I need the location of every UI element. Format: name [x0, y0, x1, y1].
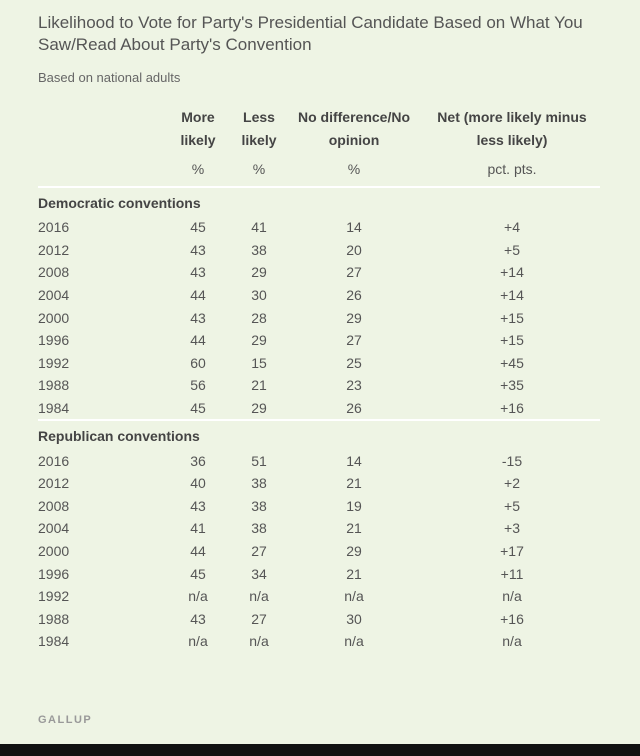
year-cell: 1984	[38, 400, 70, 417]
table-row	[38, 630, 600, 653]
section-spacer	[424, 420, 600, 449]
more-likely-cell: 45	[190, 565, 206, 582]
no-difference-cell: 26	[346, 287, 362, 304]
no-difference-cell: 30	[346, 610, 362, 627]
no-difference-cell: 21	[346, 475, 362, 492]
year-cell: 1992	[38, 354, 70, 371]
more-likely-cell: 43	[190, 264, 206, 281]
more-likely-cell: 60	[190, 354, 206, 371]
header-more-likely: More likely	[180, 109, 216, 148]
net-cell: +16	[500, 610, 524, 627]
no-difference-cell: 29	[346, 309, 362, 326]
net-cell: +16	[500, 400, 524, 417]
table-row	[38, 472, 600, 495]
less-likely-cell: 30	[251, 287, 267, 304]
section-header-row	[38, 187, 600, 216]
section-spacer	[284, 187, 424, 216]
less-likely-cell: 21	[251, 377, 267, 394]
more-likely-cell: 56	[190, 377, 206, 394]
more-likely-cell: 45	[190, 219, 206, 236]
table-row	[38, 495, 600, 518]
table-row	[38, 216, 600, 239]
less-likely-cell: 41	[251, 219, 267, 236]
footer-bar	[0, 744, 640, 756]
net-cell: n/a	[502, 588, 522, 605]
section-spacer	[424, 187, 600, 216]
less-likely-cell: 38	[251, 475, 267, 492]
section-spacer	[284, 420, 424, 449]
year-cell: 1984	[38, 633, 70, 650]
no-difference-cell: 26	[346, 400, 362, 417]
table-row	[38, 352, 600, 375]
no-difference-cell: 27	[346, 264, 362, 281]
table-row	[38, 329, 600, 352]
unit-more-likely: %	[162, 152, 234, 187]
table-row	[38, 306, 600, 329]
section-label: Republican conventions	[38, 420, 234, 449]
no-difference-cell: n/a	[344, 633, 364, 650]
no-difference-cell: 23	[346, 377, 362, 394]
more-likely-cell: 44	[190, 543, 206, 560]
table-row	[38, 239, 600, 262]
net-cell: +4	[504, 219, 520, 236]
table-row	[38, 397, 600, 421]
year-cell: 1988	[38, 610, 70, 627]
net-cell: -15	[501, 452, 523, 469]
section-label: Democratic conventions	[38, 195, 201, 211]
section-header-row	[38, 420, 600, 449]
less-likely-cell: 28	[251, 309, 267, 326]
header-blank	[38, 106, 162, 152]
net-cell: +3	[504, 520, 520, 537]
year-cell: 1996	[38, 332, 70, 349]
less-likely-cell: 38	[251, 497, 267, 514]
more-likely-cell: 43	[190, 309, 206, 326]
less-likely-cell: 29	[251, 332, 267, 349]
net-cell: +14	[500, 264, 524, 281]
table-row	[38, 517, 600, 540]
year-cell: 2016	[38, 219, 70, 236]
no-difference-cell: 27	[346, 332, 362, 349]
year-cell: 2008	[38, 497, 70, 514]
unit-no-difference: %	[284, 152, 424, 187]
more-likely-cell: 41	[190, 520, 206, 537]
more-likely-cell: 44	[190, 332, 206, 349]
header-row	[38, 106, 600, 152]
chart-title: Likelihood to Vote for Party's Presidential Candidate Based on What You Saw/Read About Party's Convention	[38, 13, 583, 54]
table-row	[38, 374, 600, 397]
year-cell: 2012	[38, 241, 70, 258]
header-net: Net (more likely minus less likely)	[437, 109, 587, 148]
more-likely-cell: 43	[190, 241, 206, 258]
more-likely-cell: 43	[190, 497, 206, 514]
less-likely-cell: 27	[251, 610, 267, 627]
year-cell: 2000	[38, 309, 70, 326]
table-row	[38, 261, 600, 284]
table-row	[38, 562, 600, 585]
net-cell: n/a	[502, 633, 522, 650]
more-likely-cell: 44	[190, 287, 206, 304]
net-cell: +45	[500, 354, 524, 371]
year-cell: 2012	[38, 475, 70, 492]
no-difference-cell: 14	[346, 219, 362, 236]
net-cell: +14	[500, 287, 524, 304]
table-row	[38, 449, 600, 472]
table-row	[38, 585, 600, 608]
more-likely-cell: 40	[190, 475, 206, 492]
no-difference-cell: 25	[346, 354, 362, 371]
year-cell: 2000	[38, 543, 70, 560]
less-likely-cell: 27	[251, 543, 267, 560]
net-cell: +17	[500, 543, 524, 560]
unit-blank	[38, 152, 162, 187]
section-spacer	[234, 187, 284, 216]
less-likely-cell: n/a	[249, 588, 269, 605]
less-likely-cell: 29	[251, 264, 267, 281]
table-row	[38, 608, 600, 631]
no-difference-cell: 19	[346, 497, 362, 514]
year-cell: 2004	[38, 520, 70, 537]
no-difference-cell: 21	[346, 565, 362, 582]
table-row	[38, 540, 600, 563]
section-spacer	[234, 420, 284, 449]
table-body	[38, 187, 600, 653]
less-likely-cell: 38	[251, 241, 267, 258]
unit-row	[38, 152, 600, 187]
less-likely-cell: n/a	[249, 633, 269, 650]
net-cell: +5	[504, 241, 520, 258]
more-likely-cell: n/a	[188, 588, 208, 605]
year-cell: 1988	[38, 377, 70, 394]
more-likely-cell: 43	[190, 610, 206, 627]
data-table	[38, 106, 600, 653]
more-likely-cell: n/a	[188, 633, 208, 650]
table-row	[38, 284, 600, 307]
less-likely-cell: 38	[251, 520, 267, 537]
no-difference-cell: 20	[346, 241, 362, 258]
unit-net: pct. pts.	[424, 152, 600, 187]
more-likely-cell: 45	[190, 400, 206, 417]
year-cell: 2016	[38, 452, 70, 469]
no-difference-cell: n/a	[344, 588, 364, 605]
no-difference-cell: 21	[346, 520, 362, 537]
header-no-difference: No difference/No opinion	[297, 109, 410, 148]
net-cell: +15	[500, 309, 524, 326]
net-cell: +15	[500, 332, 524, 349]
net-cell: +35	[500, 377, 524, 394]
source-label: GALLUP	[38, 714, 93, 726]
more-likely-cell: 36	[190, 452, 206, 469]
less-likely-cell: 29	[251, 400, 267, 417]
chart-subtitle: Based on national adults	[38, 70, 181, 85]
less-likely-cell: 34	[251, 565, 267, 582]
year-cell: 1992	[38, 588, 70, 605]
header-less-likely: Less likely	[241, 109, 277, 148]
no-difference-cell: 29	[346, 543, 362, 560]
year-cell: 1996	[38, 565, 70, 582]
less-likely-cell: 15	[251, 354, 267, 371]
year-cell: 2004	[38, 287, 70, 304]
no-difference-cell: 14	[346, 452, 362, 469]
year-cell: 2008	[38, 264, 70, 281]
unit-less-likely: %	[234, 152, 284, 187]
net-cell: +2	[504, 475, 520, 492]
less-likely-cell: 51	[251, 452, 267, 469]
net-cell: +11	[500, 565, 524, 582]
net-cell: +5	[504, 497, 520, 514]
